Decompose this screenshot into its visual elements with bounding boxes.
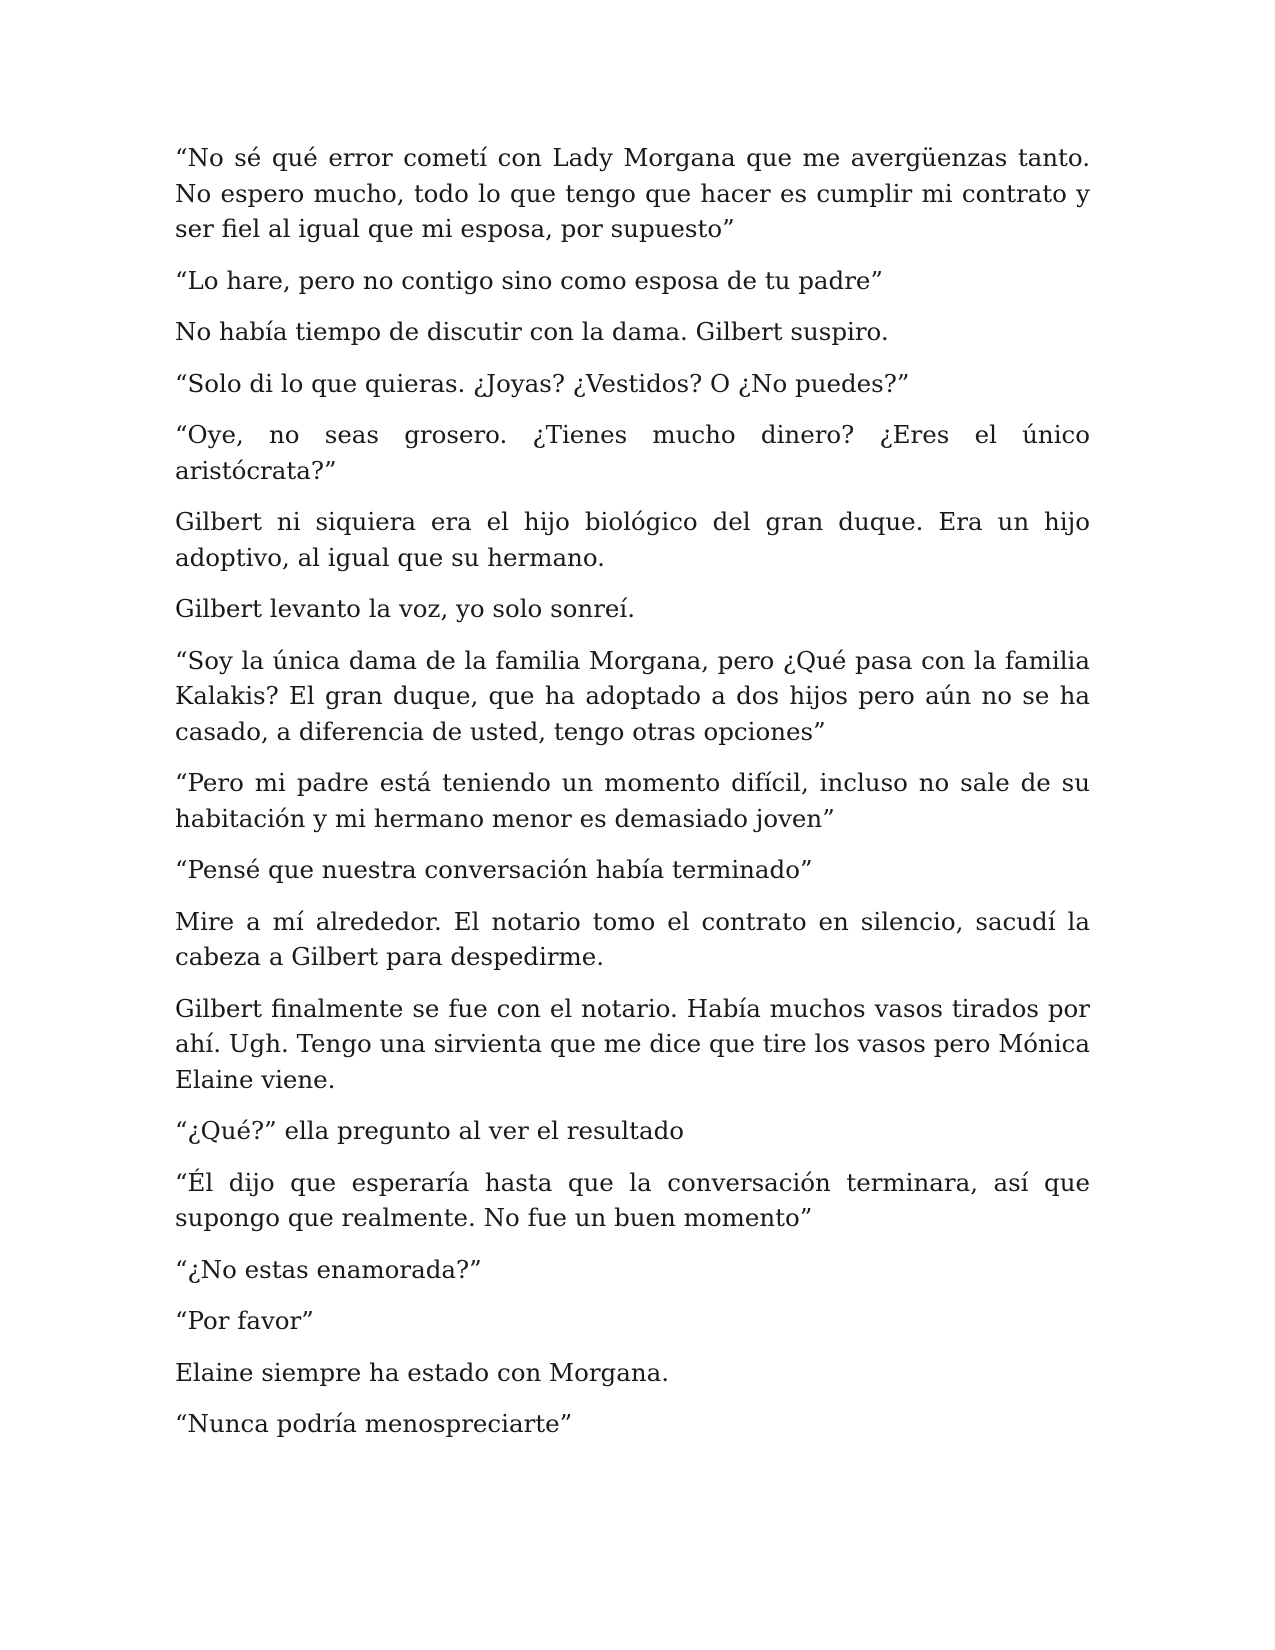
paragraph: “Pero mi padre está teniendo un momento difícil, incluso no sale de su habitación y mi hermano menor es demasiado joven” [175, 768, 1090, 833]
paragraph: “Por favor” [175, 1306, 314, 1335]
paragraph: No había tiempo de discutir con la dama. Gilbert suspiro. [175, 317, 889, 346]
paragraph: “Solo di lo que quieras. ¿Joyas? ¿Vestidos? O ¿No puedes?” [175, 368, 910, 398]
paragraph: Gilbert finalmente se fue con el notario. Había muchos vasos tirados por ahí. Ugh. Tengo una sirvienta que me dice que tire los vasos pero Mónica Elaine viene. [175, 993, 1090, 1094]
paragraph: “Nunca podría menospreciarte” [175, 1409, 573, 1438]
paragraph: “Pensé que nuestra conversación había terminado” [175, 855, 813, 884]
paragraph: “¿Qué?” ella pregunto al ver el resultado [175, 1116, 685, 1145]
paragraph: Mire a mí alrededor. El notario tomo el contrato en silencio, sacudí la cabeza a Gilbert para despedirme. [175, 906, 1090, 971]
paragraph: “Él dijo que esperaría hasta que la conversación terminara, así que supongo que realmente. No fue un buen momento” [175, 1167, 1090, 1232]
paragraph: Elaine siempre ha estado con Morgana. [175, 1357, 670, 1387]
paragraph: “¿No estas enamorada?” [175, 1254, 482, 1284]
paragraph: Gilbert levanto la voz, yo solo sonreí. [175, 594, 636, 623]
paragraph: “Oye, no seas grosero. ¿Tienes mucho dinero? ¿Eres el único aristócrata?” [175, 420, 1090, 485]
paragraph: “No sé qué error cometí con Lady Morgana que me avergüenzas tanto. No espero mucho, todo lo que tengo que hacer es cumplir mi contrato y ser fiel al igual que mi esposa, por supuesto” [175, 143, 1090, 243]
paragraph: Gilbert ni siquiera era el hijo biológico del gran duque. Era un hijo adoptivo, al igual que su hermano. [175, 507, 1090, 572]
paragraph: “Lo hare, pero no contigo sino como esposa de tu padre” [175, 265, 883, 295]
paragraph: “Soy la única dama de la familia Morgana, pero ¿Qué pasa con la familia Kalakis? El gran duque, que ha adoptado a dos hijos pero aún no se ha casado, a diferencia de usted, tengo otras opciones” [175, 645, 1090, 746]
document-page [175, 140, 1090, 1458]
